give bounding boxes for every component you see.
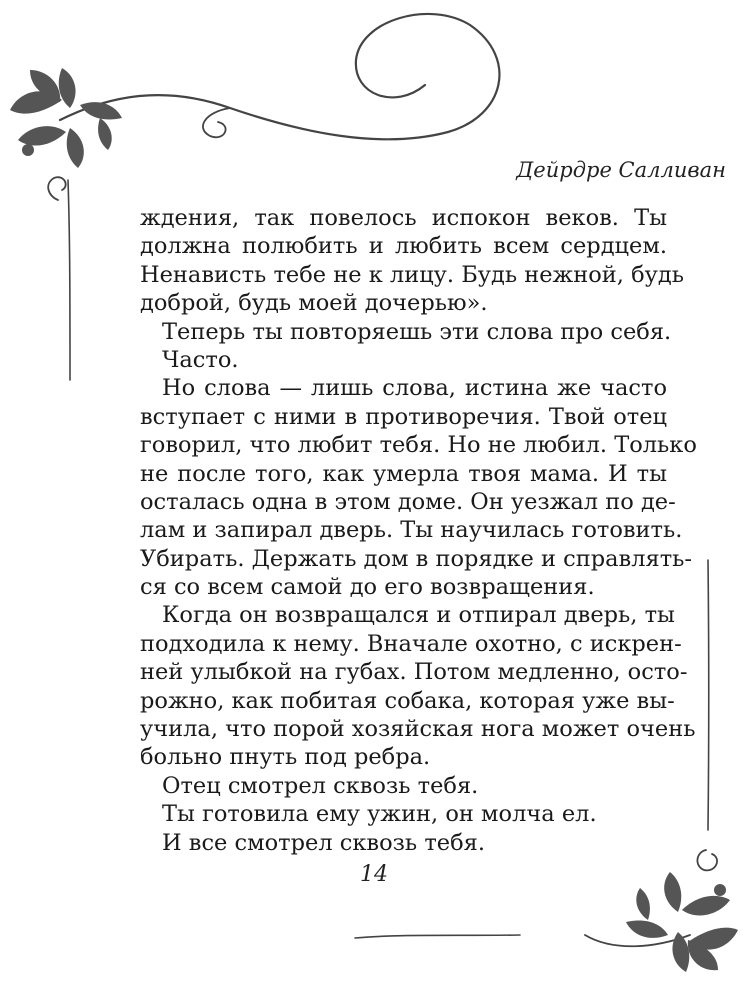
body-text	[140, 204, 697, 857]
text-line: Убирать. Держать дом в порядке и справлять-	[140, 545, 693, 572]
text-line: подходила к нему. Вначале охотно, с искрен-	[140, 630, 682, 657]
text-line: вступает с ними в противоречия. Твой отец	[140, 403, 667, 430]
text-line: лам и запирал дверь. Ты научилась готовить.	[140, 517, 683, 544]
text-line: Часто.	[162, 346, 239, 373]
text-line: Ненависть тебе не к лицу. Будь нежной, будь	[140, 261, 684, 288]
text-line: доброй, будь моей дочерью».	[140, 290, 488, 317]
text-line: говорил, что любит тебя. Но не любил. Только	[140, 432, 697, 459]
text-line: И все смотрел сквозь тебя.	[162, 829, 485, 856]
text-line: Когда он возвращался и отпирал дверь, ты	[162, 602, 675, 629]
text-line: осталась одна в этом доме. Он уезжал по де-	[140, 488, 676, 515]
text-line: должна полюбить и любить всем сердцем.	[140, 233, 667, 260]
running-header: Дейрдре Салливан	[516, 158, 726, 182]
text-line: Ты готовила ему ужин, он молча ел.	[162, 801, 597, 828]
text-line: ся со всем самой до его возвращения.	[140, 574, 595, 601]
text-line: Отец смотрел сквозь тебя.	[162, 772, 479, 799]
text-line: Теперь ты повторяешь эти слова про себя.	[162, 318, 672, 345]
text-line: Но слова — лишь слова, истина же часто	[162, 375, 667, 402]
text-line: рожно, как побитая собака, которая уже вы-	[140, 687, 675, 714]
text-line: больно пнуть под ребра.	[140, 744, 431, 771]
text-line: учила, что порой хозяйская нога может очень	[140, 716, 696, 743]
text-line: ждения, так повелось испокон веков. Ты	[140, 205, 667, 231]
text-line: ней улыбкой на губах. Потом медленно, осто-	[140, 659, 688, 686]
page-number: 14	[360, 862, 388, 887]
text-line: не после того, как умерла твоя мама. И ты	[140, 460, 667, 487]
